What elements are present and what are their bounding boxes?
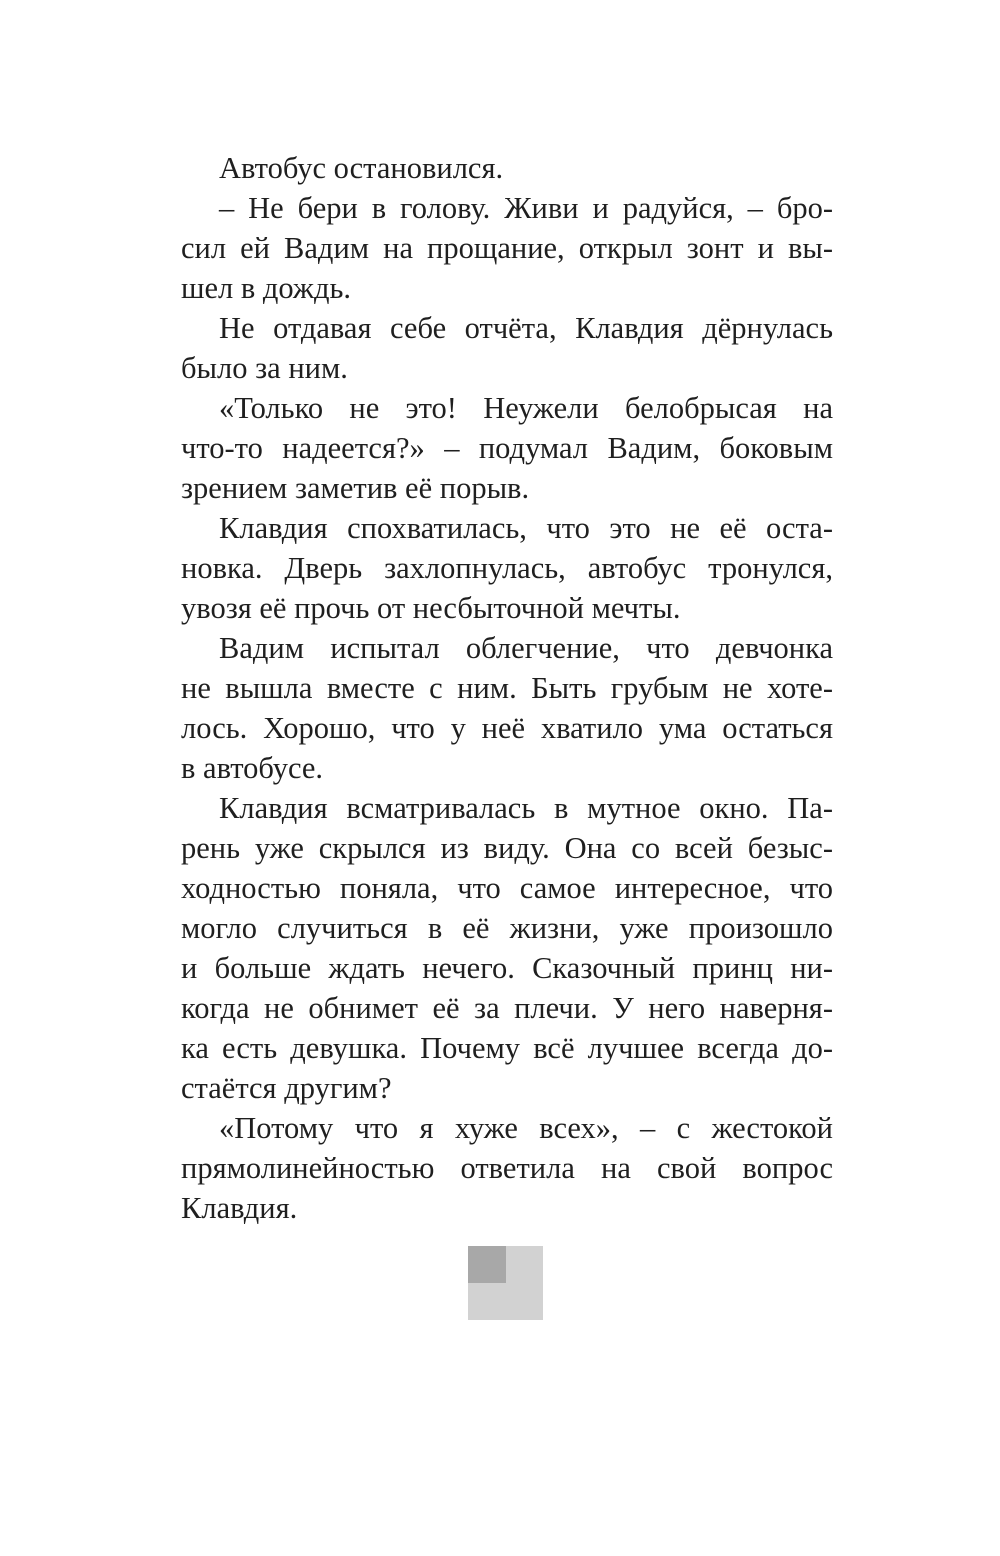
text-line: Клавдия всматривалась в мутное окно. Па- (219, 791, 833, 825)
text-block (181, 148, 833, 1228)
text-line: когда не обнимет её за плечи. У него наверня- (181, 991, 833, 1025)
text-line: не вышла вместе с ним. Быть грубым не хоте- (181, 671, 833, 705)
text-line: Клавдия спохватилась, что это не её оста- (219, 511, 833, 545)
chapter-end-ornament (468, 1246, 543, 1320)
paragraph (181, 388, 833, 508)
text-line: – Не бери в голову. Живи и радуйся, – бро- (219, 191, 833, 225)
text-line: «Потому что я хуже всех», – с жестокой (219, 1111, 833, 1145)
text-line: Автобус остановился. (219, 151, 504, 185)
text-line: ка есть девушка. Почему всё лучшее всегда до- (181, 1031, 833, 1065)
text-line: новка. Дверь захлопнулась, автобус тронулся, (181, 551, 833, 585)
ornament-dark-square (468, 1246, 506, 1283)
text-line: Не отдавая себе отчёта, Клавдия дёрнулась (219, 311, 833, 345)
paragraph (181, 148, 833, 188)
text-line: «Только не это! Неужели белобрысая на (219, 391, 833, 425)
paragraph (181, 308, 833, 388)
paragraph (181, 188, 833, 308)
text-line: ходностью поняла, что самое интересное, что (181, 871, 833, 905)
text-line: зрением заметив её порыв. (181, 471, 530, 505)
text-line: было за ним. (181, 351, 348, 385)
text-line: прямолинейностью ответила на свой вопрос (181, 1151, 833, 1185)
paragraph (181, 1108, 833, 1228)
text-line: что-то надеется?» – подумал Вадим, боковым (181, 431, 833, 465)
text-line: Вадим испытал облегчение, что девчонка (219, 631, 833, 665)
text-line: лось. Хорошо, что у неё хватило ума остаться (181, 711, 833, 745)
paragraph (181, 628, 833, 788)
paragraph (181, 508, 833, 628)
text-line: стаётся другим? (181, 1071, 392, 1105)
text-line: могло случиться в её жизни, уже произошло (181, 911, 833, 945)
text-line: Клавдия. (181, 1191, 298, 1225)
text-line: рень уже скрылся из виду. Она со всей безыс- (181, 831, 833, 865)
text-line: и больше ждать нечего. Сказочный принц ни- (181, 951, 833, 985)
text-line: сил ей Вадим на прощание, открыл зонт и вы- (181, 231, 833, 265)
text-line: в автобусе. (181, 751, 324, 785)
paragraph (181, 788, 833, 1108)
text-line: увозя её прочь от несбыточной мечты. (181, 591, 681, 625)
text-line: шел в дождь. (181, 271, 352, 305)
